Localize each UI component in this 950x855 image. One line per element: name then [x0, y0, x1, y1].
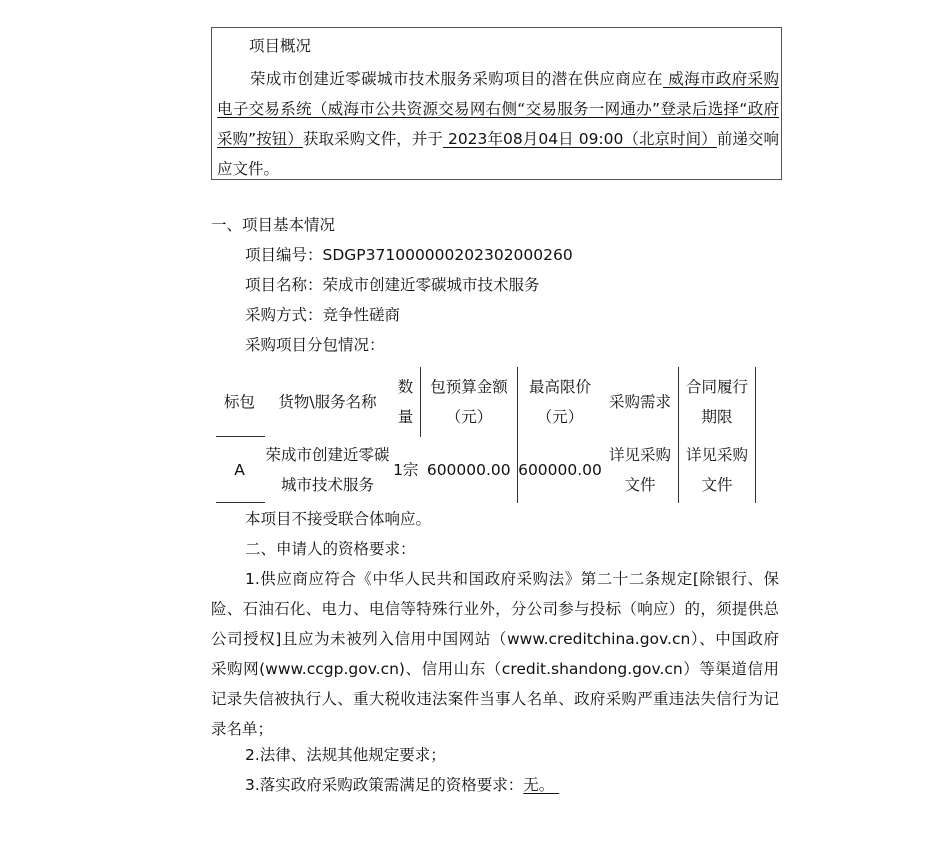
cell-package: A [234, 461, 245, 479]
cell-max-price: 600000.00 [518, 437, 603, 503]
overview-box [211, 27, 782, 180]
header-max-price: 最高限价（元） [518, 367, 603, 437]
table-header-row [215, 367, 756, 437]
header-name: 货物\服务名称 [278, 393, 377, 411]
overview-platform: 威海市政府采购电子交易系统（威海市公共资源交易网右侧“交易服务一网通办”登录后选择“政府采购”按钮） [217, 70, 779, 148]
table-row [215, 437, 756, 503]
table-rule-bottom [216, 502, 265, 503]
requirement-item-2: 2.法律、法规其他规定要求； [245, 746, 446, 764]
requirement-item-3-value: 无。 [523, 776, 555, 794]
table-rule-top [216, 436, 265, 437]
package-table [215, 367, 756, 503]
overview-suffix: 前递交响应文件。 [217, 130, 779, 178]
section1-heading: 一、项目基本情况 [211, 216, 336, 234]
overview-mid: 获取采购文件，并于 [302, 130, 443, 148]
project-name: 项目名称：荣成市创建近零碳城市技术服务 [245, 276, 540, 294]
header-quantity: 数量 [397, 378, 414, 426]
header-budget: 包预算金额（元） [421, 367, 518, 437]
header-requirement: 采购需求 [608, 393, 671, 411]
cell-budget: 600000.00 [426, 461, 511, 479]
no-consortium-note: 本项目不接受联合体响应。 [245, 510, 432, 528]
section2-heading: 二、申请人的资格要求： [245, 540, 416, 558]
cell-term: 详见采购文件 [679, 437, 756, 503]
header-package: 标包 [223, 393, 255, 411]
requirement-item-3-label: 3.落实政府采购政策需满足的资格要求： [245, 776, 524, 794]
overview-paragraph [217, 64, 779, 184]
procurement-method: 采购方式：竞争性磋商 [245, 306, 401, 324]
header-term: 合同履行期限 [679, 367, 756, 437]
requirement-item-3 [245, 774, 559, 796]
overview-prefix: 荣成市创建近零碳城市技术服务采购项目的潜在供应商应在 [250, 70, 663, 88]
overview-deadline: 2023年08月04日 09:00（北京时间） [442, 130, 717, 148]
requirement-item-1: 1.供应商应符合《中华人民共和国政府采购法》第二十二条规定[除银行、保险、石油石化、电力、电信等特殊行业外，分公司参与投标（响应）的，须提供总公司授权]且应为未被列入信用中国网站（www.creditchina.gov.cn）、中国政府采购网(www.ccgp.gov.cn)、信用山东（credit.shandong.gov.cn）等渠道信用记录失信被执行人、重大税收违法案件当事人名单、政府采购严重违法失信行为记录名单； [211, 570, 779, 738]
cell-name: 荣成市创建近零碳城市技术服务 [265, 446, 390, 494]
overview-title: 项目概况 [249, 37, 312, 55]
packages-label: 采购项目分包情况： [245, 336, 385, 354]
cell-requirement: 详见采购文件 [608, 446, 671, 494]
cell-quantity: 1宗 [393, 461, 419, 479]
project-number: 项目编号：SDGP371000000202302000260 [245, 246, 573, 264]
